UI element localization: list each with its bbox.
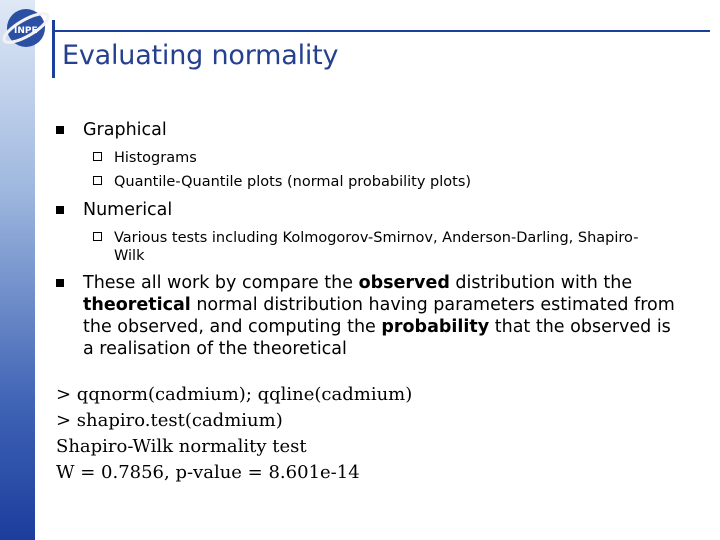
logo-text: INPE [14,26,38,36]
sub-bullet-qq-plots [56,173,696,191]
sub-bullet-tests [56,229,659,265]
square-bullet-icon [56,126,64,134]
inpe-logo-icon [2,2,52,52]
sub-bullet-label: Histograms [114,150,197,166]
hollow-square-bullet-icon [93,152,102,161]
code-line: > shapiro.test(cadmium) [56,410,283,431]
paragraph-bold-theoretical: theoretical [83,295,191,315]
code-line: Shapiro-Wilk normality test [56,436,307,457]
paragraph-bold-probability: probability [381,317,490,337]
sub-bullet-label: Quantile-Quantile plots (normal probability plots) [114,174,472,190]
left-decorative-bar [0,0,35,540]
title-rule-horizontal [52,30,710,32]
sub-bullet-label: Various tests including Kolmogorov-Smirnov, Anderson-Darling, Shapiro-Wilk [114,230,639,264]
paragraph-bold-observed: observed [358,273,450,293]
slide-body [56,119,696,360]
bullet-numerical [56,199,696,221]
bullet-label: Numerical [83,200,173,220]
code-line: > qqnorm(cadmium); qqline(cadmium) [56,384,413,405]
hollow-square-bullet-icon [93,232,102,241]
bullet-label: Graphical [83,120,167,140]
paragraph-text-4: that the observed is a realisation of the theoretical [83,317,671,359]
hollow-square-bullet-icon [93,176,102,185]
sub-bullet-histograms [56,149,696,167]
square-bullet-icon [56,206,64,214]
bullet-graphical [56,119,696,141]
square-bullet-icon [56,279,64,287]
code-line: W = 0.7856, p-value = 8.601e-14 [56,462,360,483]
paragraph-text-3: normal distribution having parameters estimated from the observed, and computing the [83,295,675,337]
paragraph-text-1: These all work by compare the [83,273,359,293]
bullet-paragraph [56,272,678,360]
title-rule-vertical [52,20,55,78]
code-block [56,382,412,486]
slide-title: Evaluating normality [62,40,339,71]
paragraph-text-2: distribution with the [449,273,633,293]
